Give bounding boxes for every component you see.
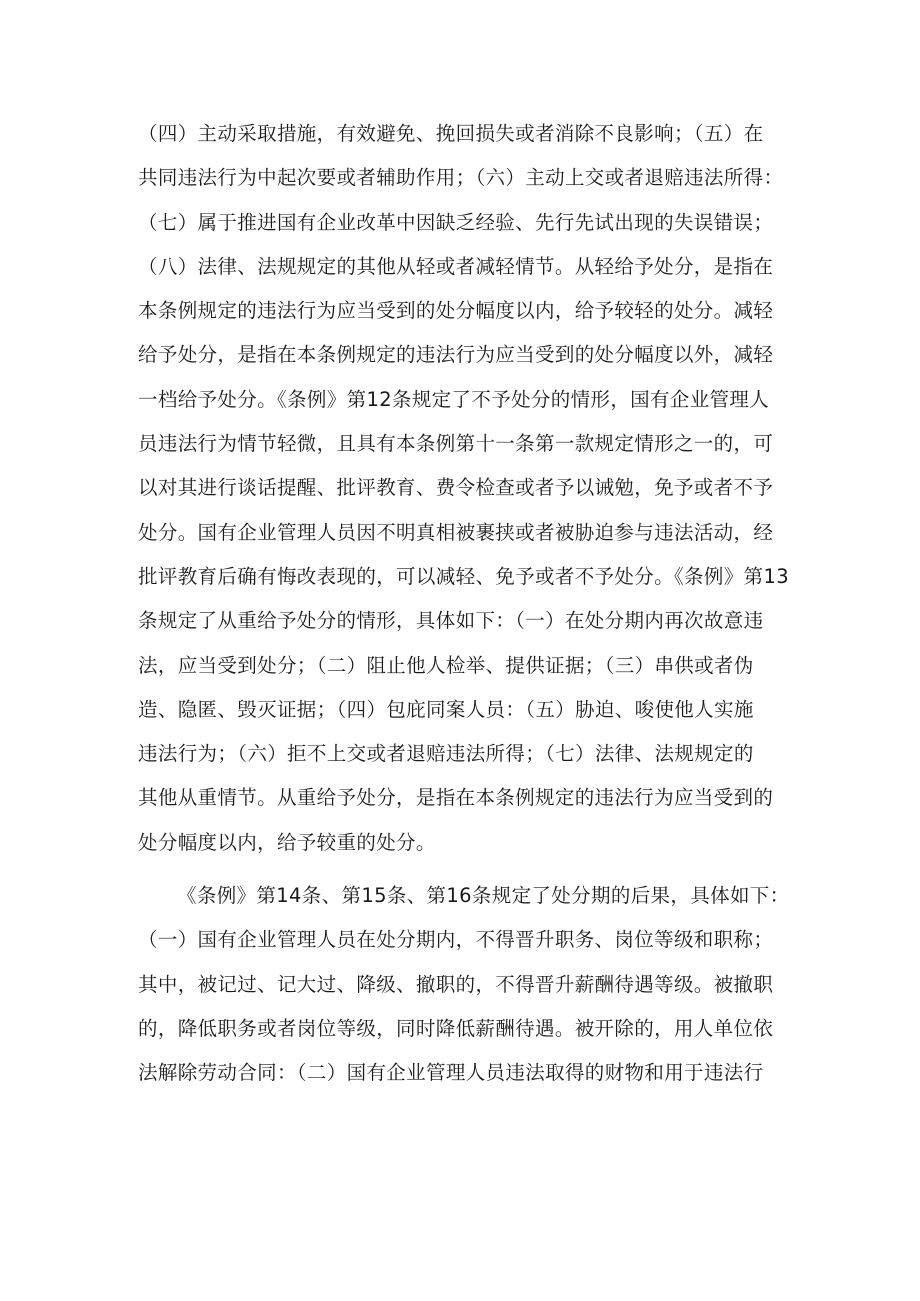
text-line-indented: 《条例》第14条、第15条、第16条规定了处分期的后果，具体如下： [177,884,790,908]
text-line: 共同违法行为中起次要或者辅助作用；（六）主动上交或者退赔违法所得： [138,166,784,190]
text-line: 法，应当受到处分；（二）阻止他人检举、提供证据；（三）串供或者伪 [138,653,754,677]
text-line: 批评教育后确有悔改表现的，可以减轻、免予或者不予处分。《条例》第13 [138,564,789,588]
text-line: 条规定了从重给予处分的情形，具体如下：（一）在处分期内再次故意违 [138,609,764,633]
text-line: 一档给予处分。《条例》第12条规定了不予处分的情形，国有企业管理人 [138,387,770,411]
text-line: 以对其进行谈话提醒、批评教育、费令检查或者予以诫勉，免予或者不予 [138,476,774,500]
text-line: 员违法行为情节轻微，且具有本条例第十一条第一款规定情形之一的，可 [138,432,774,456]
text-line: （四）主动采取措施，有效避免、挽回损失或者消除不良影响；（五）在 [138,122,764,145]
text-line: 违法行为；（六）拒不上交或者退赔违法所得；（七）法律、法规规定的 [138,742,754,766]
text-line: 其他从重情节。从重给予处分，是指在本条例规定的违法行为应当受到的 [138,786,774,810]
text-line: 给予处分，是指在本条例规定的违法行为应当受到的处分幅度以外，减轻 [138,343,774,367]
text-line: （一）国有企业管理人员在处分期内，不得晋升职务、岗位等级和职称； [138,928,774,952]
text-line: 其中，被记过、记大过、降级、撤职的，不得晋升薪酬待遇等级。被撤职 [138,972,774,996]
paragraph-1 [138,112,788,865]
text-line: 法解除劳动合同：（二）国有企业管理人员违法取得的财物和用于违法行 [138,1061,764,1085]
document-body [138,112,788,1096]
paragraph-2 [138,874,788,1095]
text-line: 造、隐匿、毁灭证据；（四）包庇同案人员：（五）胁迫、唆使他人实施 [138,697,754,721]
text-line: 的，降低职务或者岗位等级，同时降低薪酬待遇。被开除的，用人单位依 [138,1016,774,1040]
text-line: 处分。国有企业管理人员因不明真相被裹挟或者被胁迫参与违法活动，经 [138,520,774,544]
text-line: 本条例规定的违法行为应当受到的处分幅度以内，给予较轻的处分。减轻 [138,299,774,323]
paragraph-spacer [138,865,788,874]
text-line: 处分幅度以内，给予较重的处分。 [138,830,436,854]
text-line: （八）法律、法规规定的其他从轻或者减轻情节。从轻给予处分，是指在 [138,254,774,278]
text-line: （七）属于推进国有企业改革中因缺乏经验、先行先试出现的失误错误； [138,210,774,234]
